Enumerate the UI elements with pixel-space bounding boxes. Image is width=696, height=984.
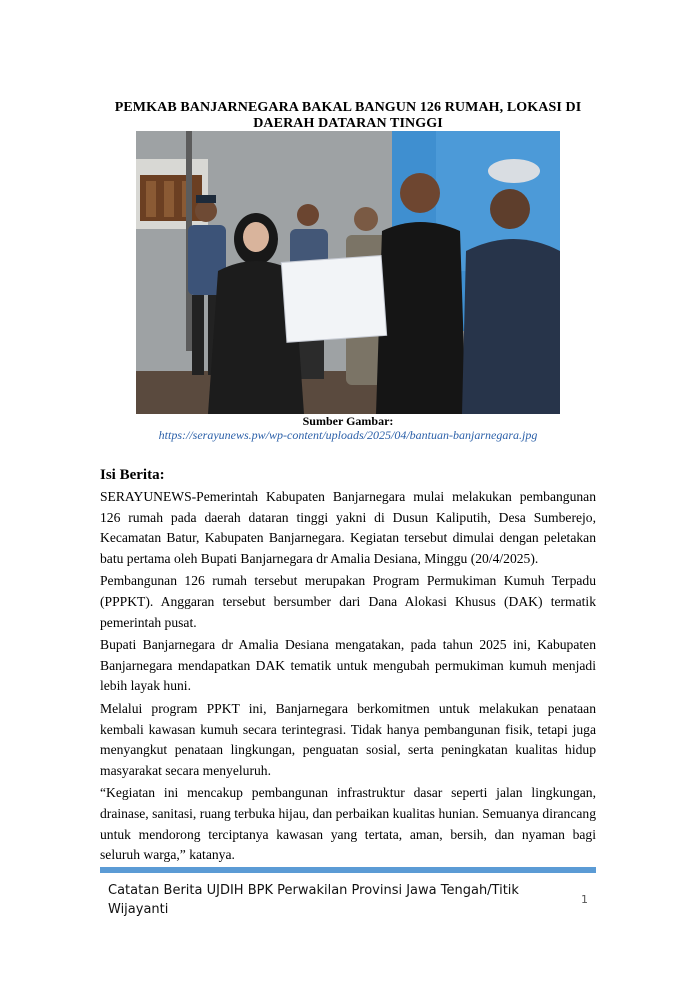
page-number: 1: [581, 893, 588, 906]
article-body: [100, 487, 596, 868]
image-source-url[interactable]: https://serayunews.pw/wp-content/uploads/2025/04/bantuan-banjarnegara.jpg: [158, 428, 538, 442]
paragraph: Melalui program PPKT ini, Banjarnegara berkomitmen untuk melakukan penataan kembali kawasan kumuh secara terintegrasi. Tidak hanya pembangunan fisik, tetapi juga menyangkut penataan lingkungan, penguatan sosial, serta peningkatan kualitas hidup masyarakat secara menyeluruh.: [100, 700, 596, 778]
paragraph: Bupati Banjarnegara dr Amalia Desiana mengatakan, pada tahun 2025 ini, Kabupaten Banjarnegara mendapatkan DAK tematik untuk mengubah permukiman kumuh menjadi lebih layak huni.: [100, 637, 596, 694]
section-heading: Isi Berita:: [100, 467, 165, 483]
paragraph: “Kegiatan ini mencakup pembangunan infrastruktur dasar seperti jalan lingkungan, drainase, sanitasi, ruang terbuka hijau, dan perbaikan kualitas hunian. Semuanya dirancang untuk mendorong terciptanya kawasan yang tertata, aman, bersih, dan nyaman bagi seluruh warga,” katanya.: [100, 785, 596, 863]
footer-text: Catatan Berita UJDIH BPK Perwakilan Provinsi Jawa Tengah/Titik Wijayanti: [108, 883, 519, 917]
article-title: PEMKAB BANJARNEGARA BAKAL BANGUN 126 RUMAH, LOKASI DI DAERAH DATARAN TINGGI: [114, 100, 582, 131]
footer-rule: [100, 867, 596, 873]
paragraph: Pembangunan 126 rumah tersebut merupakan Program Permukiman Kumuh Terpadu (PPPKT). Anggaran tersebut bersumber dari Dana Alokasi Khusus (DAK) termatik pemerintah pusat.: [100, 573, 596, 630]
news-photo: [136, 131, 560, 414]
image-source-label: Sumber Gambar:: [302, 414, 394, 428]
paragraph: SERAYUNEWS-Pemerintah Kabupaten Banjarnegara mulai melakukan pembangunan 126 rumah pada daerah dataran tinggi yakni di Dusun Kaliputih, Desa Sumberejo, Kecamatan Batur, Kabupaten Banjarnegara. Kegiatan tersebut dimulai dengan peletakan batu pertama oleh Bupati Banjarnegara dr Amalia Desiana, Minggu (20/4/2025).: [100, 489, 596, 566]
